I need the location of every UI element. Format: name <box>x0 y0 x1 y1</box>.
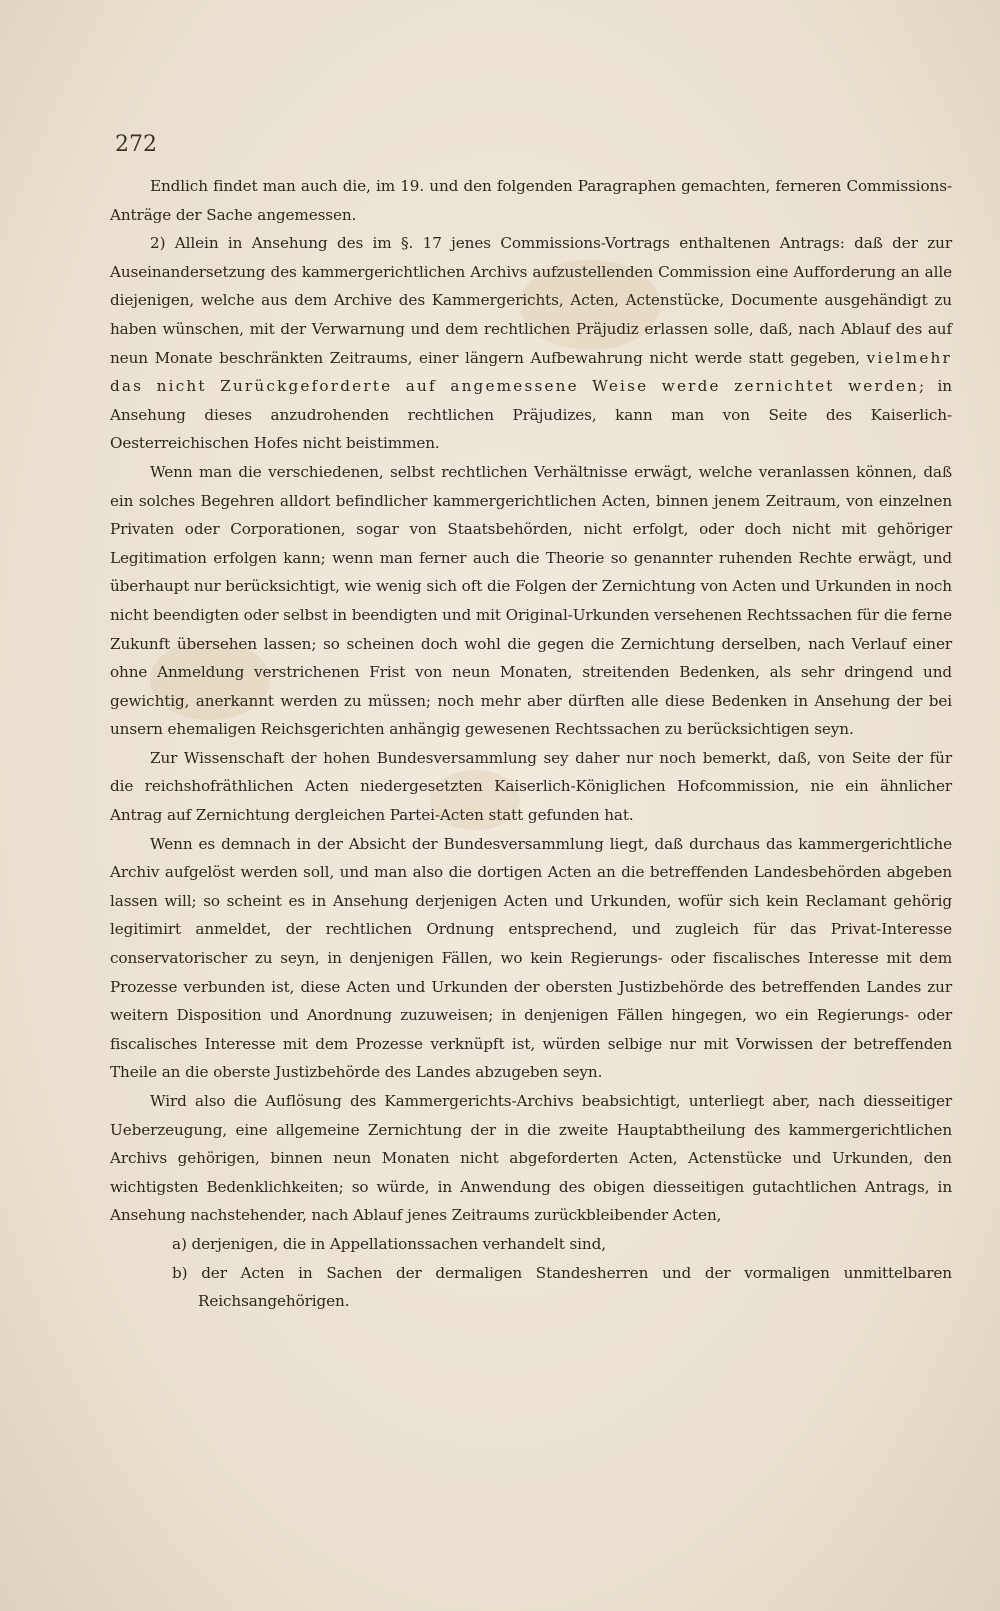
paragraph: Zur Wissenschaft der hohen Bundesversammlung sey daher nur noch bemerkt, daß, von Seite der für die reichshofräthlichen Acten niedergesetzten Kaiserlich-Königlichen Hofcommission, nie ein ähnlicher Antrag auf Zernichtung dergleichen Partei-Acten statt gefunden hat. <box>110 748 952 825</box>
paragraph: Wenn es demnach in der Absicht der Bundesversammlung liegt, daß durchaus das kammergerichtliche Archiv aufgelöst werden soll, und man also die dortigen Acten an die betreffenden Landesbehörden abgeben lassen will; so scheint es in Ansehung derjenigen Acten und Urkunden, wofür sich kein Reclamant gehörig legitimirt anmeldet, der rechtlichen Ordnung entsprechend, und zugleich für das Privat-Interesse conservatorischer zu seyn, in denjenigen Fällen, wo kein Regierungs- oder fiscalisches Interesse mit dem Prozesse verbunden ist, diese Acten und Urkunden der obersten Justizbehörde des betreffenden Landes zur weitern Disposition und Anordnung zuzuweisen; in denjenigen Fällen hingegen, wo ein Regierungs- oder fiscalisches Interesse mit dem Prozesse verknüpft ist, würden selbige nur mit Vorwissen der betreffenden Theile an die oberste Justizbehörde des Landes abzugeben seyn. <box>110 834 952 1082</box>
list-item <box>172 1259 952 1316</box>
list-text: derjenigen, die in Appellationssachen verhandelt sind, <box>191 1234 606 1253</box>
paragraph: Wenn man die verschiedenen, selbst rechtlichen Verhältnisse erwägt, welche veranlassen können, daß ein solches Begehren alldort befindlicher kammergerichtlichen Acten, binnen jenem Zeitraum, von einzelnen Privaten oder Corporationen, sogar von Staatsbehörden, nicht erfolgt, oder doch nicht mit gehöriger Legitimation erfolgen kann; wenn man ferner auch die Theorie so genannter ruhenden Rechte erwägt, und überhaupt nur berücksichtigt, wie wenig sich oft die Folgen der Zernichtung von Acten und Urkunden in noch nicht beendigten oder selbst in beendigten und mit Original-Urkunden versehenen Rechtssachen für die ferne Zukunft übersehen lassen; so scheinen doch wohl die gegen die Zernichtung derselben, nach Verlauf einer ohne Anmeldung verstrichenen Frist von neun Monaten, streitenden Bedenken, als sehr dringend und gewichtig, anerkannt werden zu müssen; noch mehr aber dürften alle diese Bedenken in Ansehung der bei unsern ehemaligen Reichsgerichten anhängig gewesenen Rechtssachen zu berücksichtigen seyn. <box>110 462 952 739</box>
body-text <box>110 172 952 1316</box>
list-text: der Acten in Sachen der dermaligen Standesherren und der vormaligen unmittelbaren Reichsangehörigen. <box>198 1263 952 1311</box>
paragraph <box>110 229 952 458</box>
paragraph-text: in Ansehung dieses anzudrohenden rechtlichen Präjudizes, kann man von Seite des Kaiserlich-Oesterreichischen Hofes nicht beistimmen. <box>110 377 952 453</box>
page-number: 272 <box>115 132 157 157</box>
emphasized-text: vielmehr das nicht Zurückgeforderte auf angemessene Weise werde zernichtet werden; <box>110 348 952 396</box>
paragraph: Endlich findet man auch die, im 19. und den folgenden Paragraphen gemachten, ferneren Commissions-Anträge der Sache angemessen. <box>110 177 952 224</box>
paragraph-text: 2) Allein in Ansehung des im §. 17 jenes Commissions-Vortrags enthaltenen Antrags: daß der zur Auseinandersetzung des kammergerichtlichen Archivs aufzustellenden Commission eine Aufforderung an alle diejenigen, welche aus dem Archive des Kammergerichts, Acten, Actenstücke, Documente ausgehändigt zu haben wünschen, mit der Verwarnung und dem rechtlichen Präjudiz erlassen solle, daß, nach Ablauf des auf neun Monate beschränkten Zeitraums, einer längern Aufbewahrung nicht werde statt gegeben, <box>110 234 952 367</box>
list-item <box>172 1230 952 1259</box>
list-marker: b) <box>172 1263 188 1282</box>
paragraph: Wird also die Auflösung des Kammergerichts-Archivs beabsichtigt, unterliegt aber, nach diesseitiger Ueberzeugung, eine allgemeine Zernichtung der in die zweite Hauptabtheilung des kammergerichtlichen Archivs gehörigen, binnen neun Monaten nicht abgeforderten Acten, Actenstücke und Urkunden, den wichtigsten Bedenklichkeiten; so würde, in Anwendung des obigen diesseitigen gutachtlichen Antrags, in Ansehung nachstehender, nach Ablauf jenes Zeitraums zurückbleibender Acten, <box>110 1092 952 1225</box>
list-marker: a) <box>172 1234 187 1253</box>
